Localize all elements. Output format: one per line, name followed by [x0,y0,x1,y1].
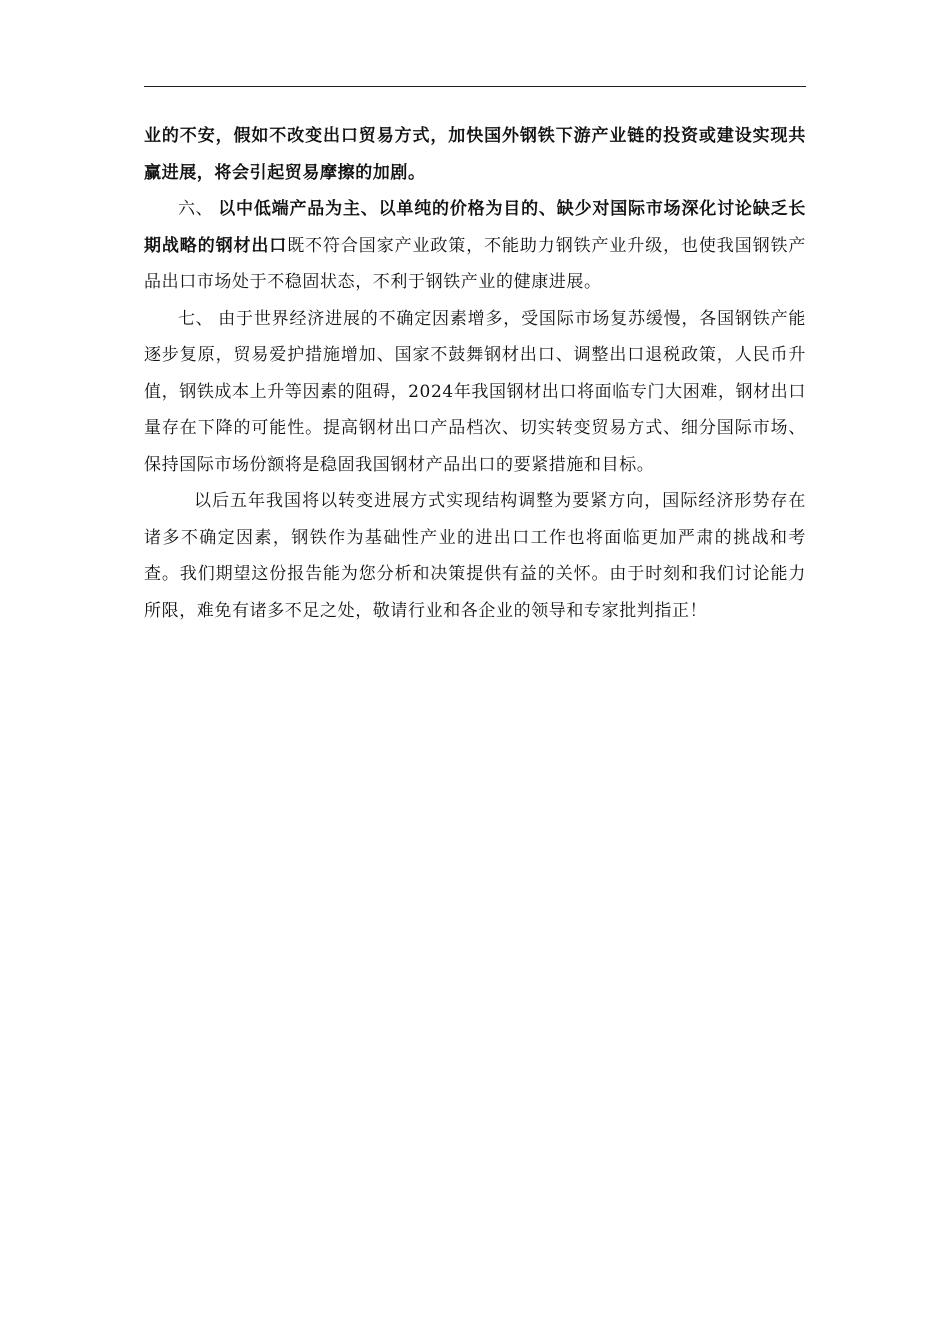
document-body [144,118,806,629]
header-rule [144,86,806,87]
paragraph-item-seven [144,301,806,484]
item-number: 七、 [178,308,214,329]
paragraph-conclusion [144,483,806,629]
paragraph-item-six [144,191,806,301]
paragraph-text: 由于世界经济进展的不确定因素增多，受国际市场复苏缓慢，各国钢铁产能逐步复原，贸易爱护措施增加、国家不鼓舞钢材出口、调整出口退税政策，人民币升值，钢铁成本上升等因素的阻碍，2024年我国钢材出口将面临专门大困难，钢材出口量存在下降的可能性。提高钢材出口产品档次、切实转变贸易方式、细分国际市场、保持国际市场份额将是稳固我国钢材产品出口的要紧措施和目标。 [144,308,806,475]
paragraph-text: 以后五年我国将以转变进展方式实现结构调整为要紧方向，国际经济形势存在诸多不确定因素，钢铁作为基础性产业的进出口工作也将面临更加严肃的挑战和考查。我们期望这份报告能为您分析和决策提供有益的关怀。由于时刻和我们讨论能力所限，难免有诸多不足之处，敬请行业和各企业的领导和专家批判指正！ [144,491,806,621]
paragraph-trade-friction [144,118,806,191]
paragraph-text: 既不符合国家产业政策，不能助力钢铁产业升级，也使我国钢铁产品出口市场处于不稳固状态，不利于钢铁产业的健康进展。 [144,235,806,292]
item-number: 六、 [178,199,214,219]
paragraph-text: 业的不安，假如不改变出口贸易方式，加快国外钢铁下游产业链的投资或建设实现共赢进展，将会引起贸易摩擦的加剧。 [144,126,806,183]
paragraph-bold-text: 以中低端产品为主、以单纯的价格为目的、缺少对国际市场深化讨论缺乏长期战略的钢材出口 [144,199,806,256]
